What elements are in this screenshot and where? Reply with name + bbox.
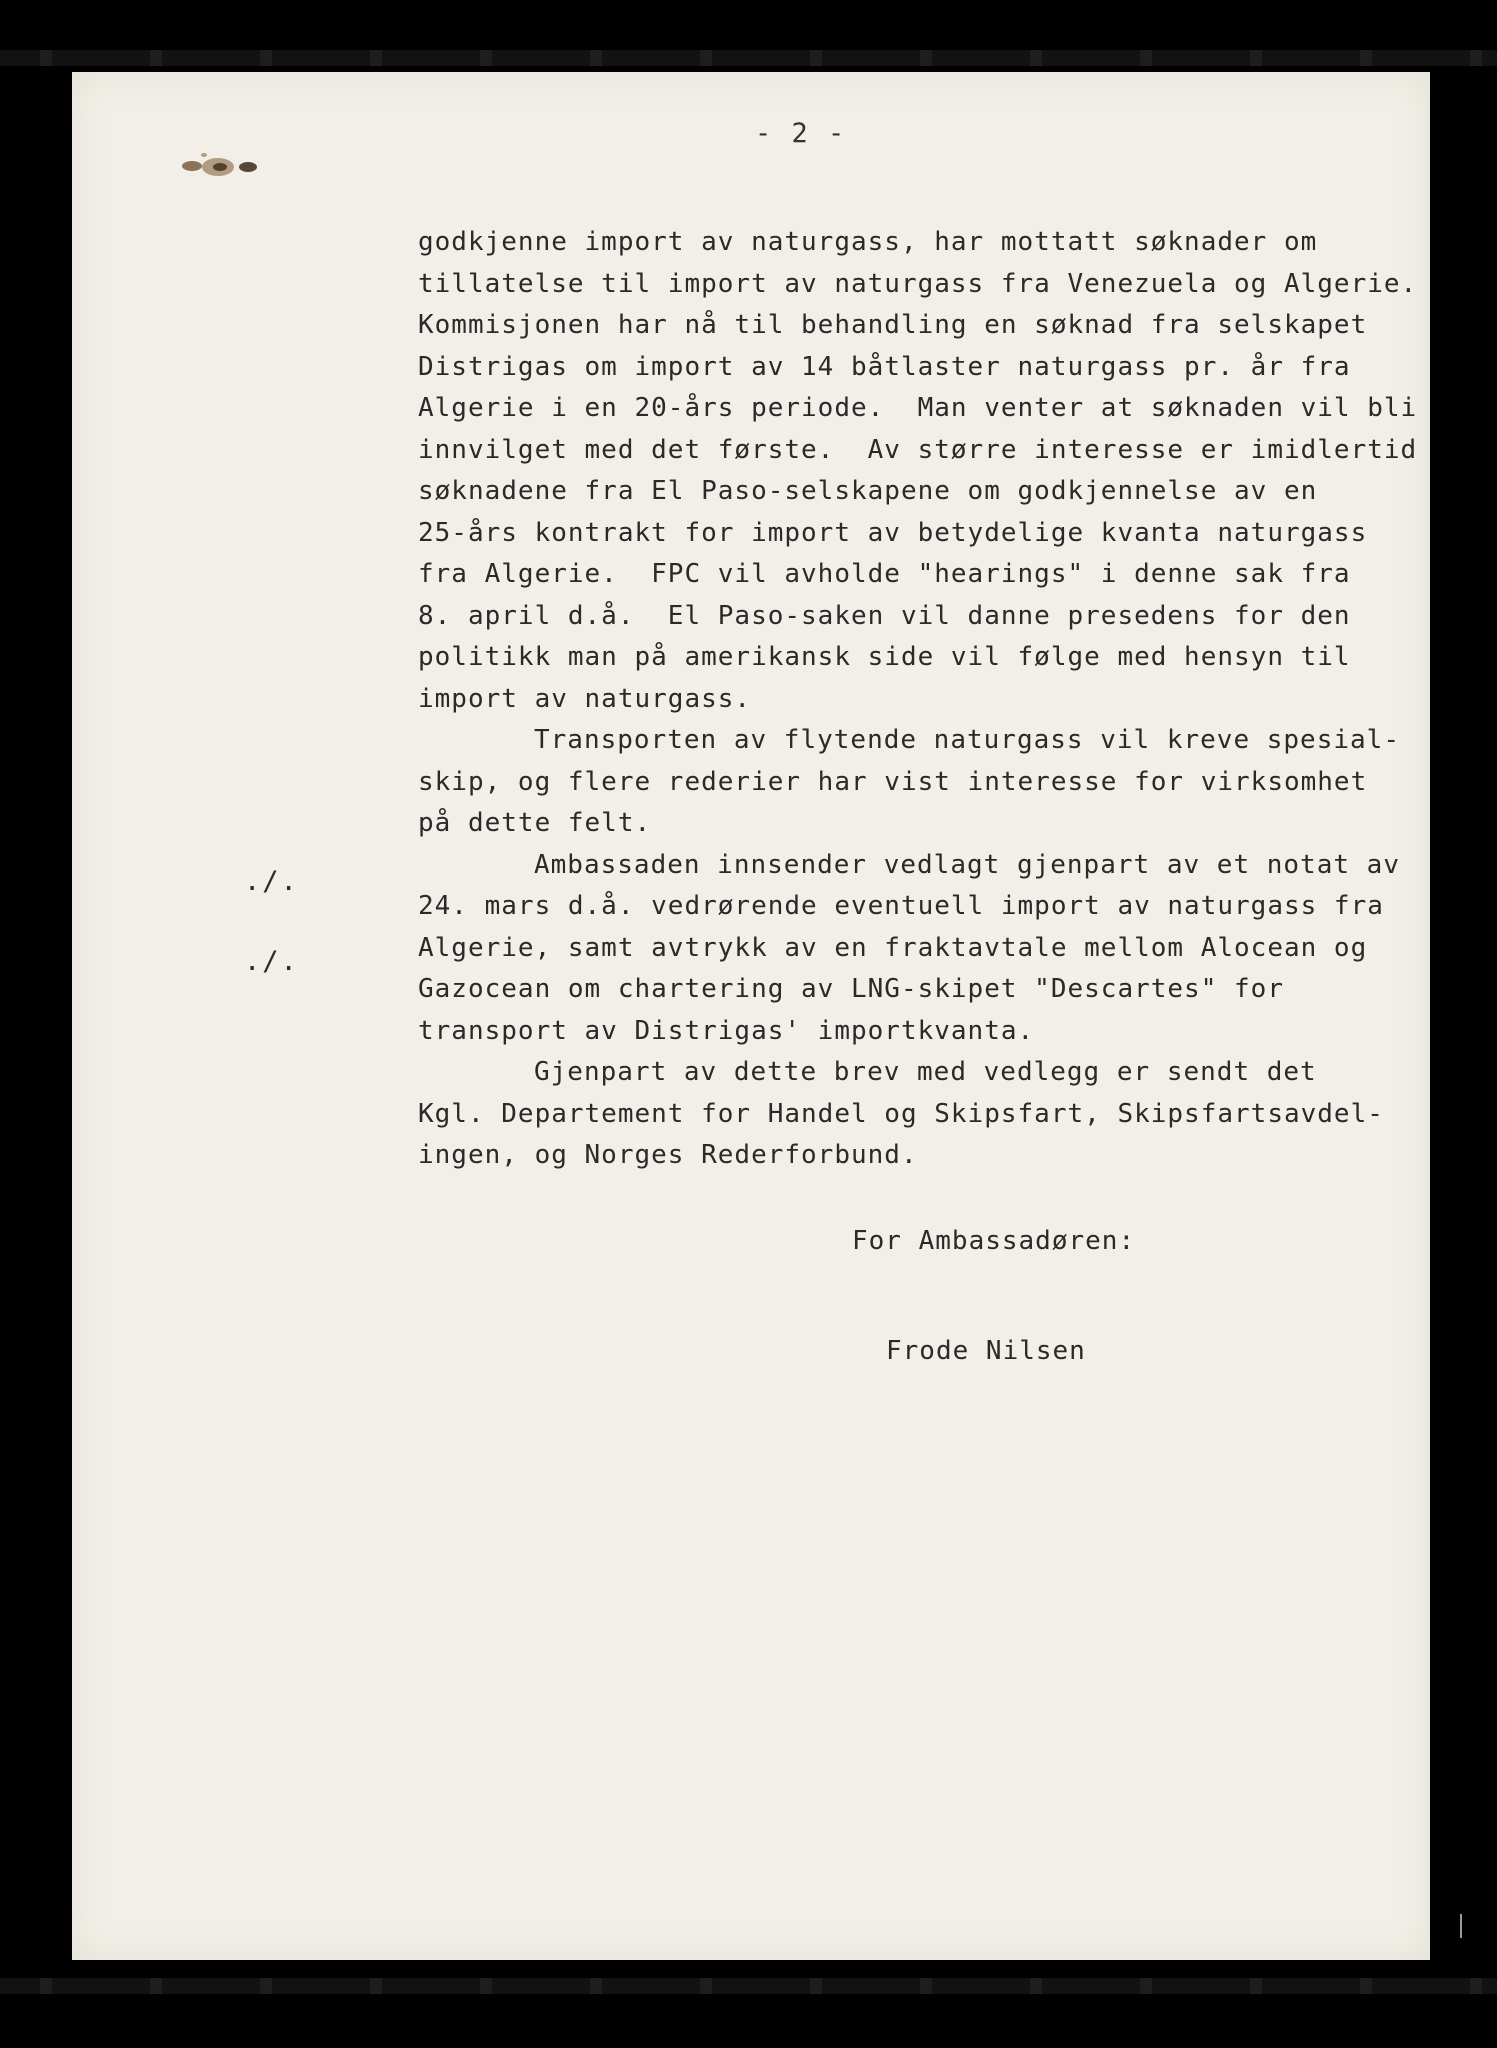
body-line: Kgl. Departement for Handel og Skipsfart, Skipsfartsavdel- bbox=[418, 1098, 1384, 1129]
body-line: Transporten av flytende naturgass vil kreve spesial- bbox=[534, 725, 1400, 755]
attachment-mark: ./. bbox=[244, 866, 299, 897]
page-number: - 2 - bbox=[755, 118, 847, 149]
body-line: Algerie i en 20-års periode. Man venter at søknaden vil bli bbox=[418, 393, 1418, 423]
staple-rust-stain bbox=[178, 152, 270, 182]
body-line: Gazocean om chartering av LNG-skipet "Descartes" for bbox=[418, 974, 1284, 1004]
body-line: politikk man på amerikansk side vil følge med hensyn til bbox=[418, 642, 1351, 672]
body-line: 25-års kontrakt for import av betydelige kvanta naturgass bbox=[418, 517, 1368, 548]
body-line: søknadene fra El Paso-selskapene om godkjennelse av en bbox=[418, 476, 1318, 506]
scan-ruler-mark bbox=[1460, 1914, 1478, 1938]
attachment-mark: ./. bbox=[244, 946, 299, 977]
body-line: 8. april d.å. El Paso-saken vil danne presedens for den bbox=[418, 600, 1351, 631]
body-line: på dette felt. bbox=[418, 808, 652, 838]
body-line: Algerie, samt avtrykk av en fraktavtale mellom Alocean og bbox=[418, 932, 1368, 963]
body-line: tillatelse til import av naturgass fra Venezuela og Algerie. bbox=[418, 268, 1418, 299]
signatory-name: Frode Nilsen bbox=[886, 1336, 1086, 1366]
body-line: 24. mars d.å. vedrørende eventuell import av naturgass fra bbox=[418, 891, 1384, 921]
scan-border-bottom bbox=[0, 1978, 1497, 1994]
body-line: fra Algerie. FPC vil avholde "hearings" i denne sak fra bbox=[418, 559, 1351, 589]
scan-border-top bbox=[0, 50, 1497, 66]
body-line: innvilget med det første. Av større interesse er imidlertid bbox=[418, 434, 1418, 465]
closing-phrase: For Ambassadøren: bbox=[852, 1226, 1136, 1256]
body-line: Gjenpart av dette brev med vedlegg er sendt det bbox=[534, 1057, 1317, 1087]
body-line: Kommisjonen har nå til behandling en søknad fra selskapet bbox=[418, 310, 1368, 340]
body-line: ingen, og Norges Rederforbund. bbox=[418, 1140, 918, 1170]
body-line: Distrigas om import av 14 båtlaster naturgass pr. år fra bbox=[418, 351, 1351, 382]
body-line: import av naturgass. bbox=[418, 683, 752, 714]
body-line: Ambassaden innsender vedlagt gjenpart av et notat av bbox=[534, 849, 1400, 880]
letter-body bbox=[418, 222, 1418, 1177]
body-line: godkjenne import av naturgass, har mottatt søknader om bbox=[418, 227, 1318, 257]
body-line: transport av Distrigas' importkvanta. bbox=[418, 1015, 1035, 1046]
body-line: skip, og flere rederier har vist interesse for virksomhet bbox=[418, 766, 1368, 797]
